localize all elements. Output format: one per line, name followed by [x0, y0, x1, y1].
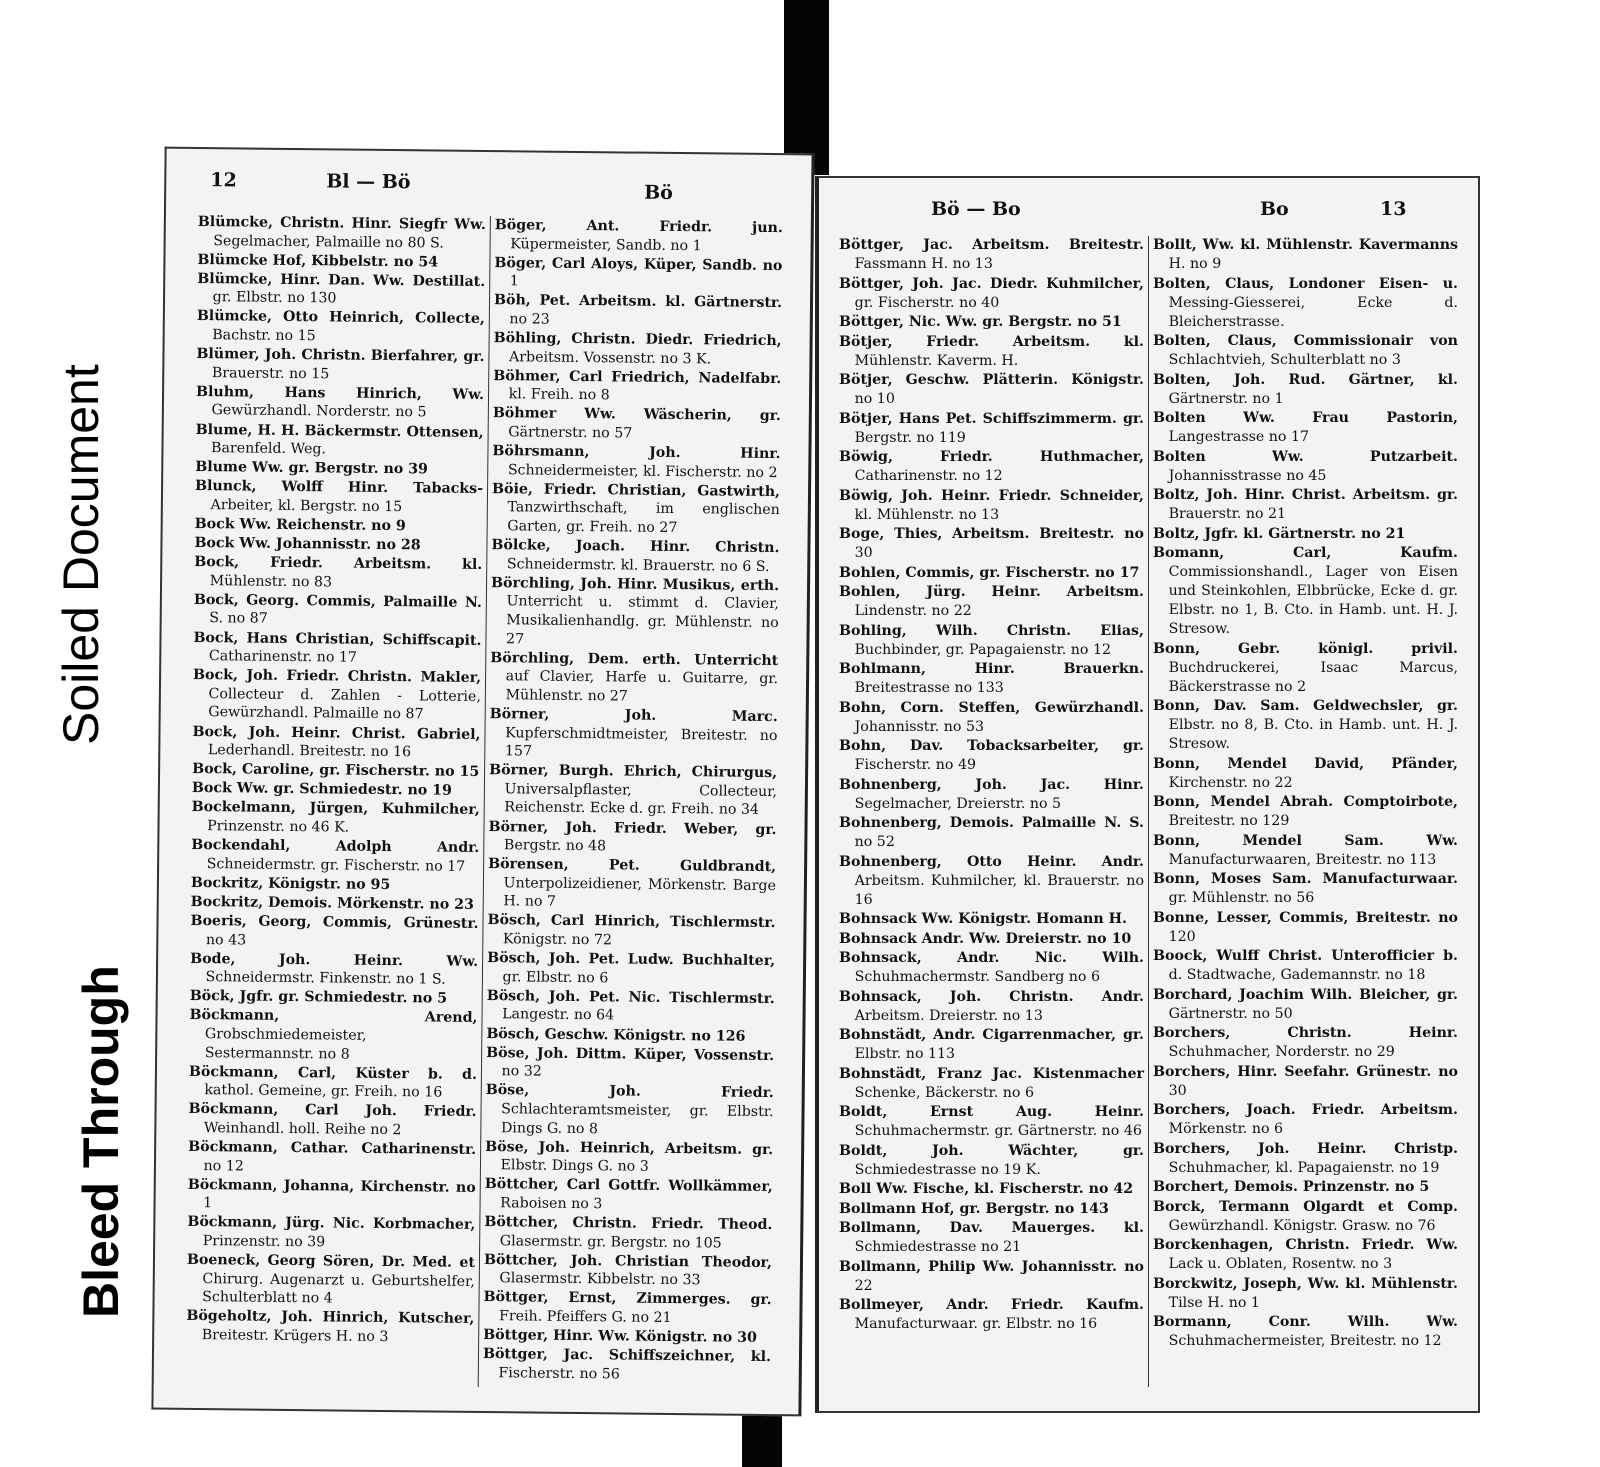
directory-entry: Boltz, Joh. Hinr. Christ. Arbeitsm. gr. Brauerstr. no 21 [1153, 487, 1458, 522]
directory-entry: Bockritz, Königstr. no 95 [190, 874, 391, 893]
directory-entry: Bögeholtz, Joh. Hinrich, Kutscher, Breitestr. Krügers H. no 3 [186, 1308, 475, 1346]
directory-entry: Borchers, Christn. Heinr. Schuhmacher, Norderstr. no 29 [1153, 1025, 1458, 1060]
directory-entry: Bötjer, Friedr. Arbeitsm. kl. Mühlenstr. Kaverm. H. [839, 333, 1144, 369]
right-page [815, 176, 1480, 1413]
directory-entry: Bohlen, Commis, gr. Fischerstr. no 17 [839, 564, 1140, 581]
directory-entry: Bohn, Corn. Steffen, Gewürzhandl. Johannisstr. no 53 [839, 699, 1144, 735]
directory-entry: Böhmer Ww. Wäscherin, gr. Gärtnerstr. no 57 [492, 405, 781, 442]
directory-entry: Bode, Joh. Heinr. Ww. Schneidermstr. Finkenstr. no 1 S. [190, 950, 479, 988]
directory-entry: Bohnsack Ww. Königstr. Homann H. [839, 911, 1127, 927]
directory-entry: Blume, H. H. Bäckermstr. Ottensen, Barenfeld. Weg. [195, 421, 484, 458]
directory-entry: Bohnsack, Andr. Nic. Wilh. Schuhmachermstr. Sandberg no 6 [839, 950, 1144, 985]
directory-entry: Borckwitz, Joseph, Ww. kl. Mühlenstr. Tilse H. no 1 [1153, 1275, 1458, 1311]
directory-entry: Blümcke, Otto Heinrich, Collecte, Bachstr. no 15 [196, 308, 485, 345]
directory-entry: Böttger, Hinr. Ww. Königstr. no 30 [483, 1327, 758, 1346]
directory-entry: Bock, Joh. Friedr. Christn. Makler, Collecteur d. Zahlen - Lotterie, Gewürzhandl. Palmaille no 87 [193, 667, 482, 723]
directory-entry: Bohlen, Jürg. Heinr. Arbeitsm. Lindenstr. no 22 [839, 584, 1144, 619]
directory-entry: Böttger, Joh. Jac. Diedr. Kuhmilcher, gr. Fischerstr. no 40 [839, 275, 1144, 311]
directory-entry: Böck, Jgfr. gr. Schmiedestr. no 5 [189, 988, 448, 1007]
directory-entry: Blunck, Wolff Hinr. Tabacks-Arbeiter, kl. Bergstr. no 15 [194, 478, 484, 516]
right-page-number: 13 [1380, 198, 1407, 220]
directory-entry: Bölcke, Joach. Hinr. Christn. Schneidermstr. kl. Brauerstr. no 6 S. [491, 537, 780, 575]
directory-entry: Boll Ww. Fische, kl. Fischerstr. no 42 [839, 1181, 1134, 1197]
directory-entry: Blume Ww. gr. Bergstr. no 39 [195, 459, 429, 478]
directory-entry: Bockritz, Demois. Mörkenstr. no 23 [190, 893, 474, 913]
directory-entry: Borchard, Joachim Wilh. Bleicher, gr. Gärtnerstr. no 50 [1153, 986, 1458, 1022]
directory-entry: Bollmann Hof, gr. Bergstr. no 143 [839, 1200, 1109, 1217]
directory-entry: Bluhm, Hans Hinrich, Ww. Gewürzhandl. Norderstr. no 5 [195, 383, 485, 421]
directory-entry: Bohnenberg, Demois. Palmaille N. S. no 52 [839, 815, 1144, 850]
left-page-columns [182, 213, 787, 1390]
directory-entry: Böhling, Christn. Diedr. Friedrich, Arbeitsm. Vossenstr. no 3 K. [493, 330, 782, 368]
directory-entry: Böse, Joh. Dittm. Küper, Vossenstr. no 32 [486, 1044, 775, 1080]
right-running-head: Bö — Bo [931, 198, 1021, 220]
directory-entry: Böckmann, Cathar. Catharinenstr. no 12 [188, 1139, 477, 1175]
directory-entry: Bock, Georg. Commis, Palmaille N. S. no 87 [193, 591, 482, 628]
directory-entry: Böckmann, Arend, Grobschmiedemeister, Sestermannstr. no 8 [189, 1007, 478, 1063]
directory-entry: Böger, Ant. Friedr. jun. Küpermeister, Sandb. no 1 [494, 217, 783, 254]
directory-entry: Boeneck, Georg Sören, Dr. Med. et Chirurg. Augenarzt u. Geburtshelfer, Schulterblatt no 4 [186, 1252, 476, 1307]
directory-entry: Böckmann, Johanna, Kirchenstr. no 1 [187, 1176, 476, 1212]
directory-entry: Boltz, Jgfr. kl. Gärtnerstr. no 21 [1153, 525, 1406, 542]
directory-entry: Börchling, Joh. Hinr. Musikus, erth. Unterricht u. stimmt d. Clavier, Musikalienhandlg. gr. Mühlenstr. no 27 [490, 574, 780, 647]
directory-entry: Bollt, Ww. kl. Mühlenstr. Kavermanns H. no 9 [1153, 237, 1458, 272]
directory-entry: Bolten Ww. Putzarbeit. Johannisstrasse no 45 [1153, 448, 1458, 484]
directory-entry: Bohn, Dav. Tobacksarbeiter, gr. Fischerstr. no 49 [839, 738, 1144, 773]
directory-entry: Böckmann, Carl, Küster b. d. kathol. Gemeine, gr. Freih. no 16 [188, 1063, 478, 1101]
directory-entry: Bonn, Dav. Sam. Geldwechsler, gr. Elbstr. no 8, B. Cto. in Hamb. unt. H. J. Stresow. [1153, 698, 1458, 752]
directory-entry: Bösch, Joh. Pet. Ludw. Buchhalter, gr. Elbstr. no 6 [487, 950, 776, 987]
directory-entry: Bonn, Mendel Sam. Ww. Manufacturwaaren, Breitestr. no 113 [1153, 832, 1458, 868]
right-page-header [819, 198, 1478, 228]
directory-entry: Böwig, Friedr. Huthmacher, Catharinenstr. no 12 [839, 449, 1144, 484]
directory-entry: Böttger, Nic. Ww. gr. Bergstr. no 51 [839, 314, 1122, 330]
directory-entry: Bohnstädt, Andr. Cigarrenmacher, gr. Elbstr. no 113 [839, 1027, 1144, 1062]
directory-entry: Bolten, Claus, Londoner Eisen- u. Messing-Giesserei, Ecke d. Bleicherstrasse. [1153, 275, 1458, 330]
directory-entry: Bösch, Geschw. Königstr. no 126 [486, 1025, 746, 1045]
left-column-2 [478, 216, 787, 1390]
directory-entry: Bohnenberg, Otto Heinr. Andr. Arbeitsm. Kuhmilcher, kl. Brauerstr. no 16 [839, 853, 1144, 908]
directory-entry: Bohnstädt, Franz Jac. Kistenmacher Schenke, Bäckerstr. no 6 [839, 1065, 1144, 1101]
directory-entry: Bösch, Joh. Pet. Nic. Tischlermstr. Langestr. no 64 [486, 987, 775, 1024]
directory-entry: Bohlmann, Hinr. Brauerkn. Breitestrasse no 133 [839, 661, 1144, 696]
directory-entry: Blümcke, Hinr. Dan. Ww. Destillat. gr. Elbstr. no 130 [197, 270, 486, 307]
directory-entry: Bock Ww. Johannisstr. no 28 [194, 535, 421, 554]
directory-entry: Bonne, Lesser, Commis, Breitestr. no 120 [1153, 909, 1458, 945]
directory-entry: Bock Ww. Reichenstr. no 9 [194, 515, 406, 535]
directory-entry: Bohnsack Andr. Ww. Dreierstr. no 10 [839, 930, 1132, 947]
directory-entry: Bollmeyer, Andr. Friedr. Kaufm. Manufacturwaar. gr. Elbstr. no 16 [839, 1297, 1144, 1332]
directory-entry: Borchert, Demois. Prinzenstr. no 5 [1153, 1179, 1430, 1195]
directory-entry: Böh, Pet. Arbeitsm. kl. Gärtnerstr. no 23 [493, 292, 783, 328]
directory-entry: Böse, Joh. Friedr. Schlachteramtsmeister, gr. Elbstr. Dings G. no 8 [485, 1082, 774, 1137]
directory-entry: Borchers, Hinr. Seefahr. Grünestr. no 30 [1153, 1063, 1458, 1099]
left-column-1 [182, 213, 490, 1387]
left-page-header [166, 169, 811, 206]
directory-entry: Bock, Hans Christian, Schiffscapit. Catharinenstr. no 17 [193, 629, 482, 666]
directory-entry: Bonn, Moses Sam. Manufacturwaar. gr. Mühlenstr. no 56 [1153, 871, 1458, 906]
soiled-document-label: Soiled Document [53, 364, 109, 745]
right-page-columns [835, 236, 1462, 1387]
directory-entry: Bonn, Mendel David, Pfänder, Kirchenstr. no 22 [1153, 755, 1458, 791]
directory-entry: Boge, Thies, Arbeitsm. Breitestr. no 30 [839, 526, 1144, 561]
left-col2-head: Bö [644, 181, 674, 204]
directory-entry: Bohnenberg, Joh. Jac. Hinr. Segelmacher, Dreierstr. no 5 [839, 776, 1144, 812]
directory-entry: Böhrsmann, Joh. Hinr. Schneidermeister, kl. Fischerstr. no 2 [492, 443, 781, 481]
directory-entry: Böhmer, Carl Friedrich, Nadelfabr. kl. Freih. no 8 [493, 367, 782, 404]
directory-entry: Bock, Friedr. Arbeitsm. kl. Mühlenstr. no 83 [194, 554, 483, 591]
directory-entry: Böttger, Jac. Schiffszeichner, kl. Fischerstr. no 56 [482, 1346, 772, 1383]
directory-entry: Böie, Friedr. Christian, Gastwirth, Tanzwirthschaft, im englischen Garten, gr. Freih. no 27 [491, 480, 781, 537]
right-column-2 [1148, 236, 1462, 1387]
directory-entry: Böttcher, Joh. Christian Theodor, Glasermstr. Kibbelstr. no 33 [483, 1251, 773, 1289]
directory-entry: Bollmann, Philip Ww. Johannisstr. no 22 [839, 1258, 1144, 1294]
directory-entry: Böttcher, Carl Gottfr. Wollkämmer, Raboisen no 3 [484, 1176, 773, 1213]
left-page-number: 12 [210, 169, 237, 192]
directory-entry: Blümcke, Christn. Hinr. Siegfr Ww. Segelmacher, Palmaille no 80 S. [197, 213, 486, 252]
directory-entry: Börner, Joh. Marc. Kupferschmidtmeister, Breitestr. no 157 [489, 706, 778, 760]
directory-entry: Bollmann, Dav. Mauerges. kl. Schmiedestrasse no 21 [839, 1220, 1144, 1255]
directory-entry: Bonn, Gebr. königl. privil. Buchdruckerei, Isaac Marcus, Bäckerstrasse no 2 [1153, 640, 1458, 695]
directory-entry: Böckmann, Jürg. Nic. Korbmacher, Prinzenstr. no 39 [187, 1214, 476, 1251]
directory-entry: Böttcher, Christn. Friedr. Theod. Glasermstr. gr. Bergstr. no 105 [484, 1214, 773, 1252]
directory-entry: Böttger, Ernst, Zimmerges. gr. Freih. Pfeiffers G. no 21 [483, 1289, 772, 1326]
directory-entry: Bockelmann, Jürgen, Kuhmilcher, Prinzenstr. no 46 K. [191, 799, 480, 836]
directory-entry: Böse, Joh. Heinrich, Arbeitsm. gr. Elbstr. Dings G. no 3 [485, 1138, 774, 1175]
directory-entry: Börchling, Dem. erth. Unterricht auf Clavier, Harfe u. Guitarre, gr. Mühlenstr. no 27 [490, 649, 779, 705]
directory-entry: Bohnsack, Joh. Christn. Andr. Arbeitsm. Dreierstr. no 13 [839, 988, 1144, 1024]
directory-entry: Borck, Termann Olgardt et Comp. Gewürzhandl. Königstr. Grasw. no 76 [1153, 1198, 1458, 1234]
directory-entry: Bonn, Mendel Abrah. Comptoirbote, Breitestr. no 129 [1153, 794, 1458, 829]
directory-entry: Boeris, Georg, Commis, Grünestr. no 43 [190, 912, 479, 949]
directory-entry: Böger, Carl Aloys, Küper, Sandb. no 1 [494, 254, 783, 290]
right-column-1 [835, 236, 1148, 1387]
directory-entry: Bohling, Wilh. Christn. Elias, Buchbinder, gr. Papagaienstr. no 12 [839, 622, 1144, 658]
book-spine-top [784, 0, 829, 175]
directory-entry: Bolten, Joh. Rud. Gärtner, kl. Gärtnerstr. no 1 [1153, 371, 1458, 407]
directory-entry: Bock, Joh. Heinr. Christ. Gabriel, Lederhandl. Breitestr. no 16 [192, 723, 481, 761]
directory-entry: Böwig, Joh. Heinr. Friedr. Schneider, kl. Mühlenstr. no 13 [839, 487, 1144, 523]
directory-entry: Borchers, Joh. Heinr. Christp. Schuhmacher, kl. Papagaienstr. no 19 [1153, 1140, 1458, 1176]
directory-entry: Bolten, Claus, Commissionair von Schlachtvieh, Schulterblatt no 3 [1153, 333, 1458, 368]
directory-entry: Boock, Wulff Christ. Unterofficier b. d. Stadtwache, Gademannstr. no 18 [1153, 948, 1458, 983]
directory-entry: Bockendahl, Adolph Andr. Schneidermstr. gr. Fischerstr. no 17 [191, 837, 480, 875]
left-page [151, 147, 814, 1417]
directory-entry: Bock, Caroline, gr. Fischerstr. no 15 [192, 761, 480, 781]
directory-entry: Bolten Ww. Frau Pastorin, Langestrasse no 17 [1153, 410, 1458, 445]
directory-entry: Bötjer, Geschw. Plätterin. Königstr. no 10 [839, 372, 1144, 407]
directory-entry: Blümer, Joh. Christn. Bierfahrer, gr. Brauerstr. no 15 [196, 346, 485, 383]
directory-entry: Bormann, Conr. Wilh. Ww. Schuhmachermeister, Breitestr. no 12 [1153, 1314, 1458, 1349]
directory-entry: Bösch, Carl Hinrich, Tischlermstr. Königstr. no 72 [487, 912, 776, 949]
directory-entry: Bock Ww. gr. Schmiedestr. no 19 [191, 780, 453, 799]
directory-entry: Börner, Joh. Friedr. Weber, gr. Bergstr. no 48 [488, 818, 777, 855]
directory-entry: Böttger, Jac. Arbeitsm. Breitestr. Fassmann H. no 13 [839, 237, 1144, 272]
right-col2-head: Bo [1260, 198, 1289, 220]
directory-entry: Börner, Burgh. Ehrich, Chirurgus, Universalpflaster, Collecteur, Reichenstr. Ecke d. gr. Freih. no 34 [489, 762, 778, 819]
directory-entry: Börensen, Pet. Guldbrandt, Unterpolizeidiener, Mörkenstr. Barge H. no 7 [488, 856, 777, 911]
directory-entry: Boldt, Joh. Wächter, gr. Schmiedestrasse no 19 K. [839, 1142, 1144, 1178]
directory-entry: Bomann, Carl, Kaufm. Commissionshandl., Lager von Eisen und Steinkohlen, Elbbrücke, Ecke d. gr. Elbstr. no 1, B. Cto. in Hamb. unt. H. J. Stresow. [1153, 545, 1458, 637]
directory-entry: Borckenhagen, Christn. Friedr. Ww. Lack u. Oblaten, Rosentw. no 3 [1153, 1237, 1458, 1272]
directory-entry: Boldt, Ernst Aug. Heinr. Schuhmachermstr. gr. Gärtnerstr. no 46 [839, 1104, 1144, 1139]
directory-entry: Böckmann, Carl Joh. Friedr. Weinhandl. holl. Reihe no 2 [188, 1101, 477, 1139]
bleed-through-label: Bleed Through [73, 965, 129, 1318]
directory-entry: Blümcke Hof, Kibbelstr. no 54 [197, 251, 439, 271]
directory-entry: Borchers, Joach. Friedr. Arbeitsm. Mörkenstr. no 6 [1153, 1102, 1458, 1137]
left-running-head: Bl — Bö [326, 170, 411, 194]
directory-entry: Bötjer, Hans Pet. Schiffszimmerm. gr. Bergstr. no 119 [839, 410, 1144, 446]
